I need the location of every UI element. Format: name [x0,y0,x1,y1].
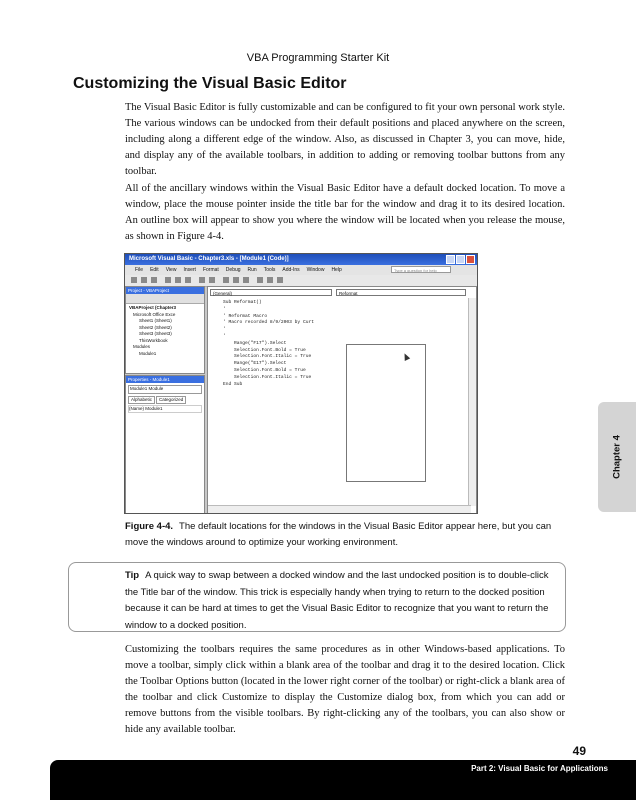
tree-item[interactable]: Sheet2 (Sheet2) [139,324,172,330]
toolbar-button-icon[interactable] [185,277,191,283]
property-row-name[interactable]: (Name) Module1 [128,405,202,413]
toolbar-button-icon[interactable] [199,277,205,283]
menu-debug[interactable]: Debug [225,267,241,273]
code-line: ' [223,333,226,339]
paragraph-1: The Visual Basic Editor is fully customizable and can be configured to fit your own personal work style. The various windows can be undocked from their default positions and placed anywhere on the screen, including along a different edge of the window. Also, as discussed in Chapter 3, you can move, hide, and display any of the available toolbars, in addition to adding or removing toolbar buttons from any toolbar. [125,102,565,177]
vbe-screenshot-figure [124,253,478,514]
vbe-window-title: Microsoft Visual Basic - Chapter3.xls - [Module1 (Code)] [129,256,289,262]
menu-format[interactable]: Format [202,267,219,273]
run-icon[interactable] [223,277,229,283]
tree-item[interactable]: Modules [133,344,151,349]
code-line: Selection.Font.Bold = True [223,367,306,373]
procedure-combo[interactable]: Reformat [336,289,466,296]
toolbar-button-icon[interactable] [151,277,157,283]
toolbar-button-icon[interactable] [257,277,263,283]
toolbar-button-icon[interactable] [165,277,171,283]
toolbar-button-icon[interactable] [141,277,147,283]
menu-addins[interactable]: Add-Ins [282,267,300,273]
tab-alphabetic[interactable]: Alphabetic [128,396,155,404]
menu-window[interactable]: Window [306,267,325,273]
paragraph-2: All of the ancillary windows within the Visual Basic Editor have a default docked location. To move a window, place the mouse pointer inside the title bar for the window and drag it to its desired location. An outline box will appear to show you where the window will be located when you release the mouse, as shown in Figure 4-4. [125,183,565,242]
object-combo[interactable]: (General) [210,289,332,296]
tree-item[interactable]: ThisWorkbook [139,337,168,343]
maximize-icon[interactable] [456,255,465,264]
tree-item[interactable]: VBAProject (Chapter3 [129,305,177,310]
code-line: ' [223,306,226,312]
code-line: Selection.Font.Bold = True [223,347,306,353]
menu-tools[interactable]: Tools [263,267,276,273]
help-question-box[interactable]: Type a question for help [391,266,451,273]
stop-icon[interactable] [243,277,249,283]
horizontal-scrollbar[interactable] [208,505,471,514]
code-line: Sub Reformat() [223,300,262,305]
toolbar-button-icon[interactable] [175,277,181,283]
code-line: ' [223,327,226,333]
vbe-title-bar[interactable] [125,254,477,265]
toolbar-button-icon[interactable] [277,277,283,283]
code-line: ' Reformat Macro [223,313,268,319]
code-text[interactable] [223,300,314,388]
close-icon[interactable] [466,255,475,264]
footer-text: Part 2: Visual Basic for Applications [471,764,608,773]
tip-box [68,562,566,632]
toolbar-button-icon[interactable] [209,277,215,283]
minimize-icon[interactable] [446,255,455,264]
menu-edit[interactable]: Edit [150,267,159,273]
chapter-side-tab [598,402,636,512]
figure-label: Figure 4-4. [125,521,174,532]
tree-item[interactable]: Sheet1 (Sheet1) [139,318,172,323]
properties-object-combo[interactable]: Module1 Module [128,385,202,394]
code-line: Selection.Font.Italic = True [223,374,312,380]
code-line: ' Macro recorded 8/9/2003 by Curt [223,320,314,326]
pause-icon[interactable] [233,277,239,283]
tab-categorized[interactable]: Categorized [156,396,186,404]
chapter-label: Chapter 4 [611,435,623,479]
footer-bar [50,760,636,800]
menu-insert[interactable]: Insert [183,267,196,273]
tip-text: A quick way to swap between a docked window and the last undocked position is to double-click the Title bar of the window. This trick is especially handy when trying to return to the docked position because it can be hard at times to get the Visual Basic Editor to recognize that you want to return the window to a docked position. [125,570,549,631]
code-line: Selection.Font.Italic = True [223,354,312,360]
menu-file[interactable]: File [135,267,144,273]
menu-view[interactable]: View [165,267,177,273]
running-header: VBA Programming Starter Kit [246,52,390,64]
properties-title[interactable]: Properties - Module1 [126,376,204,383]
figure-caption [125,519,570,551]
menu-help[interactable]: Help [331,267,342,273]
drag-outline-box [346,344,426,482]
project-explorer-toolbar[interactable] [126,294,204,304]
section-title: Customizing the Visual Basic Editor [73,75,347,92]
code-line: End Sub [223,381,243,387]
project-explorer-title[interactable]: Project - VBAProject [126,287,204,294]
code-line: Range("E17").Select [223,361,287,367]
tree-item[interactable]: Sheet3 (Sheet3) [139,331,172,336]
code-window[interactable] [207,286,477,514]
properties-pane[interactable] [125,375,205,514]
vertical-scrollbar[interactable] [468,298,476,506]
project-explorer-pane[interactable] [125,286,205,374]
figure-caption-text: The default locations for the windows in the Visual Basic Editor appear here, but you can move the windows around to optimize your working environment. [125,521,552,548]
tree-item[interactable]: Module1 [139,350,157,356]
tip-label: Tip [125,570,140,581]
toolbar-button-icon[interactable] [131,277,137,283]
toolbar-button-icon[interactable] [267,277,273,283]
code-line: Range("F17").Select [223,340,287,346]
tree-item[interactable]: Microsoft Office Exce [133,311,176,317]
page-number: 49 [572,744,586,758]
menu-run[interactable]: Run [247,267,257,273]
paragraph-3: Customizing the toolbars requires the same procedures as in other Windows-based applications. To move a toolbar, simply click within a blank area of the toolbar and drag it to the desired location. Click the Toolbar Options button (located in the lower right corner of the toolbar) or right-click a blank area of the toolbar and click Customize to display the Customize dialog box, from which you can add or remove buttons from the visible toolbars. By right-clicking any of the toolbars, you can also show or hide any available toolbar. [125,644,565,735]
